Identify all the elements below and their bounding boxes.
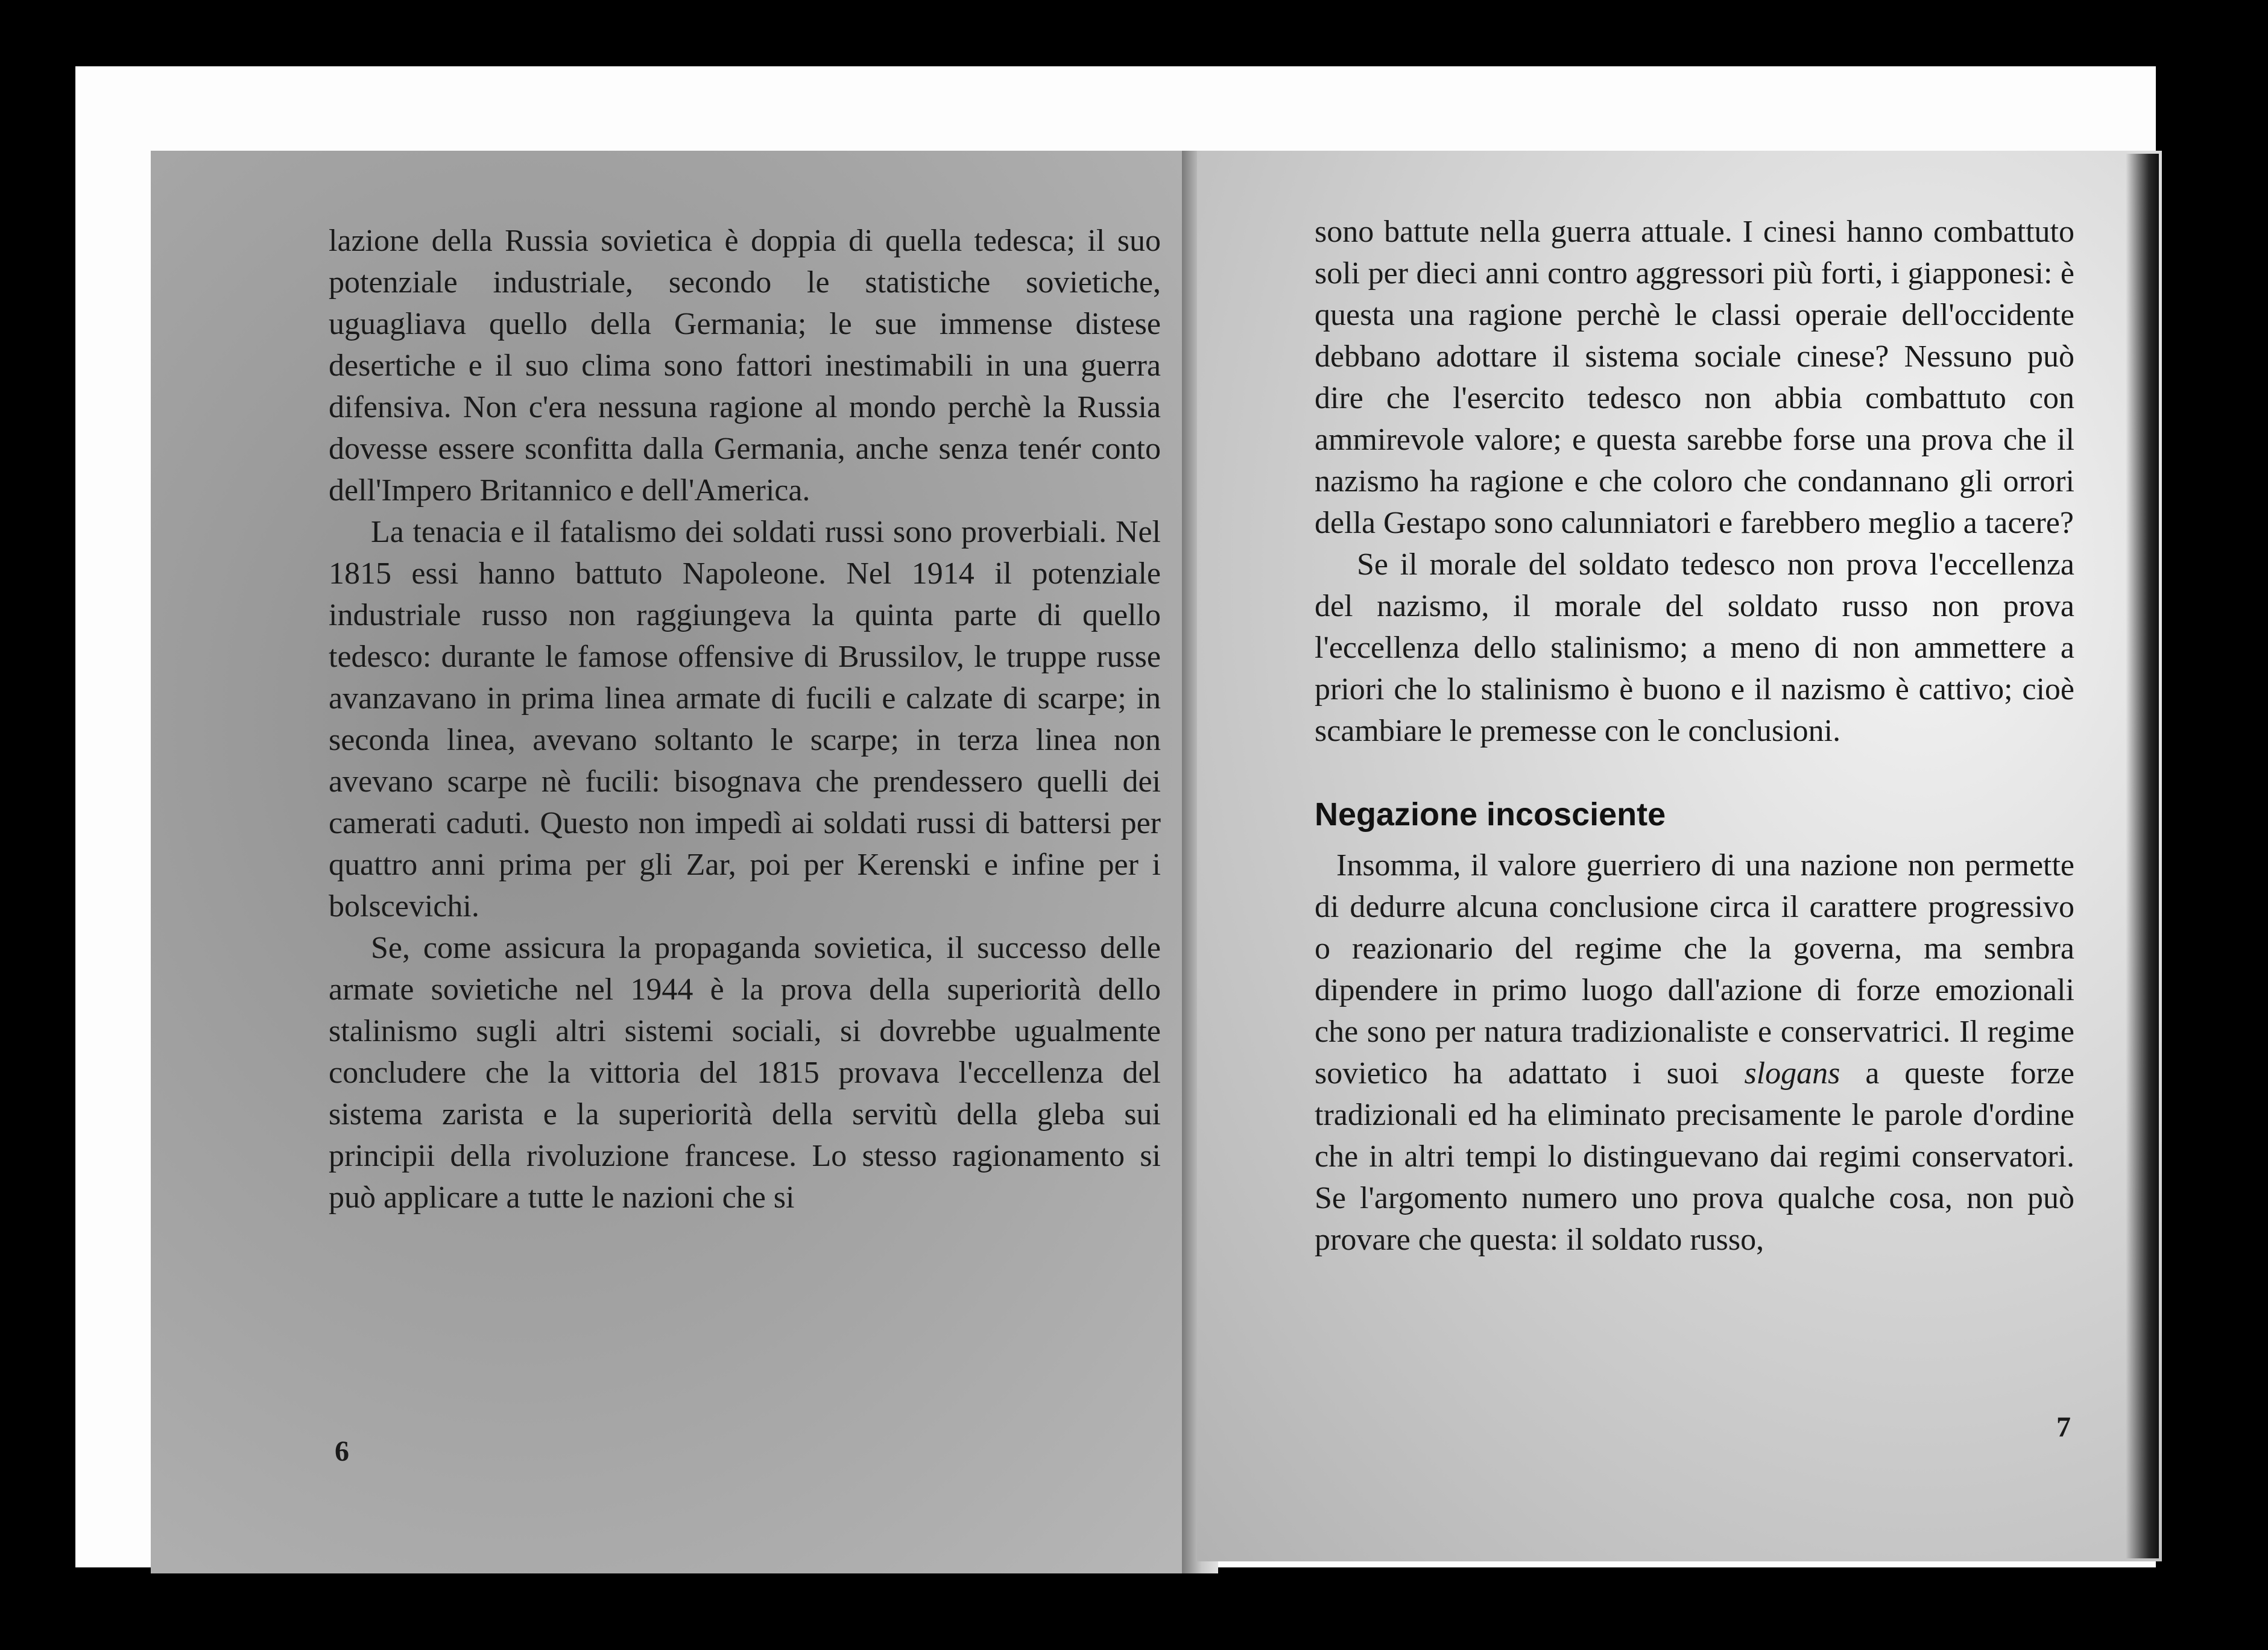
page-number-left: 6 (335, 1435, 349, 1467)
paragraph: sono battute nella guerra attuale. I cinesi hanno combattuto soli per dieci anni contro aggressori più forti, i giapponesi: è questa una ragione perchè le classi operaie dell'occidente debbano adottare il sistema sociale cinese? Nessuno può dire che l'esercito tedesco non abbia combattuto con ammirevole valore; e questa sarebbe forse una prova che il nazismo ha ragione e che coloro che condannano gli orrori della Gestapo sono calunniatori e farebbero meglio a tacere? (1315, 215, 2074, 540)
paragraph-text: a queste forze tradizionali ed ha eliminato precisamente le parole d'ordine che in altri tempi lo distinguevano dai regimi conservatori. Se l'argomento numero uno prova qualche cosa, non può provare che questa: il soldato russo, (1315, 1056, 2075, 1257)
page-edge-shadow (2126, 154, 2159, 1558)
paragraph: Se, come assicura la propaganda sovietica, il successo delle armate sovietiche nel 1944 è la prova della superiorità dello stalinismo sugli altri sistemi sociali, si dovrebbe ugualmente concludere che la vittoria del 1815 provava l'eccellenza del sistema zarista e la superiorità della servitù della gleba sui principii della rivoluzione francese. Lo stesso ragionamento si può applicare a tutte le nazioni che si (329, 931, 1161, 1215)
right-page-text (1315, 211, 2074, 1261)
paragraph-text: Insomma, il valore guerriero di una nazione non permette di dedurre alcuna conclusione circa il carattere progressivo o reazionario del regime che la governa, ma sembra dipendere in primo luogo dall'azione di forze emozionali che sono per natura tradizionaliste e conservatrici. Il regime sovietico ha adattato i suoi (1315, 848, 2074, 1091)
page-number-right: 7 (2056, 1411, 2071, 1443)
paragraph: Se il morale del soldato tedesco non prova l'eccellenza del nazismo, il morale del soldato russo non prova l'eccellenza dello stalinismo; a meno di non ammettere a priori che lo stalinismo è buono e il nazismo è cattivo; cioè scambiare le premesse con le conclusioni. (1315, 547, 2074, 748)
left-page (151, 151, 1200, 1573)
section-heading: Negazione incosciente (1315, 796, 1666, 833)
right-page (1197, 151, 2162, 1561)
italic-term: slogans (1744, 1056, 1840, 1091)
paragraph: La tenacia e il fatalismo dei soldati russi sono proverbiali. Nel 1815 essi hanno battuto Napoleone. Nel 1914 il potenziale industriale russo non raggiungeva la quinta parte di quello tedesco: durante le famose offensive di Brussilov, le truppe russe avanzavano in prima linea armate di fucili e calzate di scarpe; in seconda linea, avevano soltanto le scarpe; in terza linea non avevano scarpe nè fucili: bisognava che prendessero quelli dei camerati caduti. Questo non impedì ai soldati russi di battersi per quattro anni prima per gli Zar, poi per Kerenski e infine per i bolscevichi. (329, 515, 1161, 924)
left-page-text (329, 220, 1161, 1218)
book-spread (75, 66, 2156, 1567)
paragraph (1315, 845, 2074, 1261)
paragraph: lazione della Russia sovietica è doppia di quella tedesca; il suo potenziale industriale, secondo le statistiche sovietiche, uguagliava quello della Germania; le sue immense distese desertiche e il suo clima sono fattori inestimabili in una guerra difensiva. Non c'era nessuna ragione al mondo perchè la Russia dovesse essere sconfitta dalla Germania, anche senza tenér conto dell'Impero Britannico e dell'America. (329, 224, 1161, 508)
